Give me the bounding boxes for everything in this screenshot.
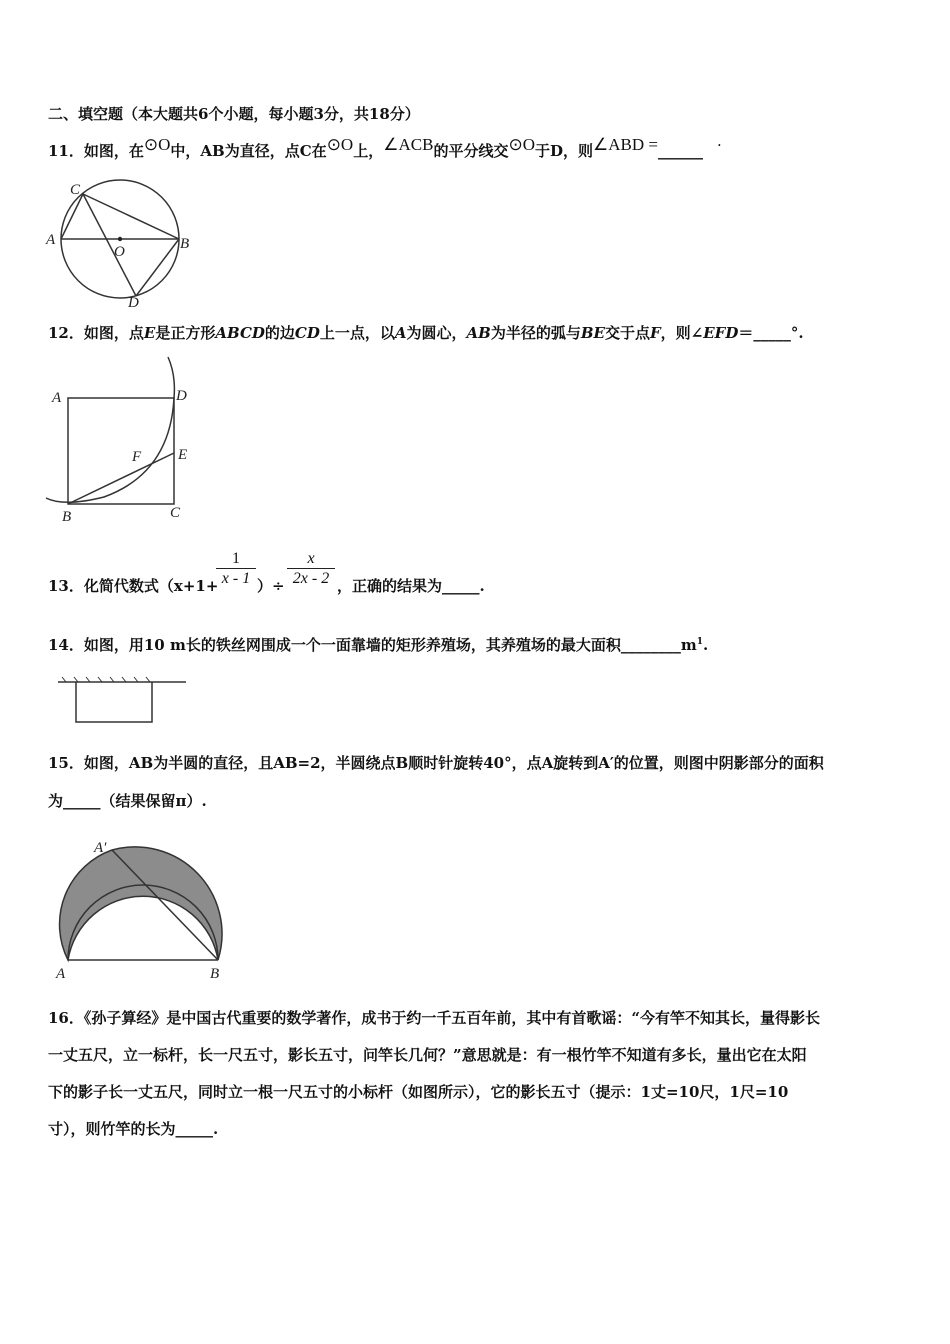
q15-shaded-region xyxy=(60,847,222,960)
q14-text-2: . xyxy=(702,636,709,654)
q11-angle-abd: ∠ABD = xyxy=(593,135,658,154)
q13-divide xyxy=(257,575,285,596)
q12-label-f: F xyxy=(132,449,142,465)
q16-text-4: 寸），则竹竿的长为_____. xyxy=(48,1120,219,1138)
question-15-line-1 xyxy=(48,752,824,773)
q12-text-4: 上一点，以 xyxy=(319,324,395,342)
q12-number: 12． xyxy=(48,324,84,342)
q12-segment-be-line xyxy=(68,453,174,504)
q12-square-abcd: ABCD xyxy=(215,324,265,342)
q14-figure xyxy=(56,675,196,725)
q11-text-3: 上， xyxy=(353,142,384,160)
q16-number: 16． xyxy=(48,1009,84,1027)
q12-label-a: A xyxy=(52,390,62,406)
q12-text-6: 为半径的弧与 xyxy=(490,324,581,342)
question-11 xyxy=(48,135,722,161)
q16-text-2: 一丈五尺，立一标杆，长一尺五寸，影长五寸，问竿长几何？”意思就是：有一根竹竿不知道有多长，量出它在太阳 xyxy=(48,1046,807,1064)
q12-segment-ab: AB xyxy=(466,324,491,342)
q11-text-1: 如图，在 xyxy=(83,142,144,160)
q13-frac1-denominator: x - 1 xyxy=(216,568,256,588)
q12-text-5: 为圆心， xyxy=(406,324,467,342)
q12-side-cd: CD xyxy=(294,324,320,342)
question-16-line-3 xyxy=(48,1081,788,1102)
q12-angle-efd: EFD xyxy=(703,324,739,342)
q12-label-d: D xyxy=(176,388,187,404)
q12-text-9: ＝_____°. xyxy=(738,324,804,342)
q12-text-3: 的边 xyxy=(264,324,295,342)
q14-number: 14． xyxy=(48,636,84,654)
q11-angle-acb: ∠ACB xyxy=(383,135,434,154)
q15-text-2: 为_____（结果保留π）. xyxy=(48,792,207,810)
q15-label-ap: A′ xyxy=(94,840,107,856)
q11-chord-cd xyxy=(83,194,136,296)
section-title-text: 二、填空题（本大题共6个小题，每小题3分，共18分） xyxy=(48,105,420,123)
q11-text-5: 于D，则 xyxy=(534,142,593,160)
q12-segment-be: BE xyxy=(580,324,605,342)
q12-point-a: A xyxy=(394,324,407,342)
q11-label-a: A xyxy=(46,232,56,248)
q13-frac2-denominator: 2x - 2 xyxy=(287,568,335,588)
q12-text-8: ，则∠ xyxy=(660,324,704,342)
q12-text-7: 交于点 xyxy=(605,324,651,342)
q12-label-c: C xyxy=(170,505,181,521)
q13-frac2-numerator: x xyxy=(307,550,315,567)
q11-figure xyxy=(44,182,194,312)
q15-number: 15． xyxy=(48,754,84,772)
q11-chord-ca xyxy=(61,194,83,239)
q13-result xyxy=(337,575,485,596)
question-13 xyxy=(48,575,218,596)
q12-square xyxy=(68,398,174,504)
q13-number: 13． xyxy=(48,577,84,595)
question-16-line-4 xyxy=(48,1118,218,1139)
q11-number: 11． xyxy=(48,142,84,160)
question-15-line-2 xyxy=(48,790,207,811)
q11-center-dot xyxy=(118,237,122,241)
q11-circle-o-3: ⊙O xyxy=(508,135,535,154)
q11-label-b: B xyxy=(180,236,190,252)
q15-label-b: B xyxy=(210,966,220,982)
q15-text-1: 如图，AB为半圆的直径，且AB=2，半圆绕点B顺时针旋转40°，点A旋转到A′的位置，则图中阴影部分的面积 xyxy=(83,754,824,772)
q14-superscript: 1 xyxy=(696,637,703,647)
question-14 xyxy=(48,634,708,655)
q14-text-1: 如图，用10 m长的铁丝网围成一个一面靠墙的矩形养殖场，其养殖场的最大面积________m xyxy=(83,636,697,654)
q12-label-e: E xyxy=(178,447,188,463)
question-12 xyxy=(48,322,804,343)
q13-text-3: ，正确的结果为_____. xyxy=(337,577,485,595)
q12-arc xyxy=(46,357,174,502)
q13-text-2: ）÷ xyxy=(257,577,285,595)
q11-answer-blank[interactable]: ______ xyxy=(657,142,703,160)
q15-label-a: A xyxy=(56,966,66,982)
question-16-line-1 xyxy=(48,1007,820,1028)
q12-text-1: 如图，点 xyxy=(83,324,144,342)
q12-text-2: 是正方形 xyxy=(155,324,216,342)
q11-text-4: 的平分线交 xyxy=(433,142,509,160)
q11-label-d: D xyxy=(128,295,139,311)
q12-point-f: F xyxy=(650,324,661,342)
section-title xyxy=(48,103,420,124)
q11-circle-o-1: ⊙O xyxy=(143,135,171,154)
q14-fence xyxy=(76,682,152,722)
q13-text-1: 化简代数式（x+1+ xyxy=(83,577,219,595)
q12-point-e: E xyxy=(143,324,156,342)
q13-fraction-1 xyxy=(216,550,256,588)
q13-fraction-2 xyxy=(287,550,335,588)
question-16-line-2 xyxy=(48,1044,807,1065)
q11-label-o: O xyxy=(114,244,125,260)
q12-label-b: B xyxy=(62,509,72,525)
q11-chord-bd xyxy=(136,239,179,296)
q15-figure xyxy=(50,830,250,980)
q11-circle-o-2: ⊙O xyxy=(326,135,354,154)
q11-label-c: C xyxy=(70,182,81,198)
q16-text-1: 《孙子算经》是中国古代重要的数学著作，成书于约一千五百年前，其中有首歌谣：“今有竿不知其长，量得影长 xyxy=(83,1009,821,1027)
q11-end-dot: · xyxy=(716,136,722,154)
q11-text-2: 中，AB为直径，点C在 xyxy=(170,142,327,160)
q16-text-3: 下的影子长一丈五尺，同时立一根一尺五寸的小标杆（如图所示），它的影长五寸（提示：1丈=10尺，1尺=10 xyxy=(48,1083,789,1101)
q12-figure xyxy=(44,355,204,525)
q13-frac1-numerator: 1 xyxy=(232,550,240,567)
